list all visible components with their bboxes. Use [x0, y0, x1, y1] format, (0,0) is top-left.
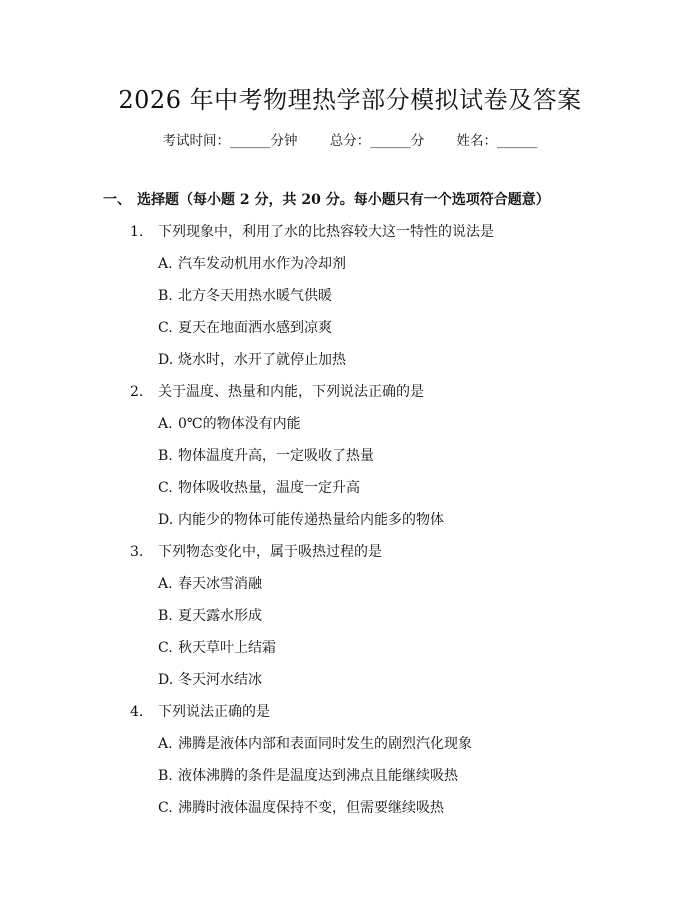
- answer-option: [158, 285, 332, 307]
- student-name-field: 姓名：______: [456, 133, 538, 149]
- option-letter: D.: [158, 512, 174, 528]
- option-letter: D.: [158, 352, 174, 368]
- question-stem: [130, 221, 494, 243]
- answer-option: [158, 669, 262, 691]
- section-heading: [103, 189, 550, 211]
- option-text: 秋天草叶上结霜: [178, 640, 276, 656]
- option-letter: A.: [158, 736, 173, 752]
- option-text: 物体温度升高，一定吸收了热量: [178, 448, 374, 464]
- option-letter: A.: [158, 576, 173, 592]
- question-number: 1.: [130, 224, 144, 240]
- answer-option: [158, 637, 276, 659]
- section-title: 选择题（每小题 2 分，共 20 分。每小题只有一个选项符合题意）: [137, 192, 550, 208]
- answer-option: [158, 509, 444, 531]
- section-number: 一、: [103, 192, 131, 208]
- question-stem: [130, 381, 424, 403]
- option-letter: C.: [158, 480, 173, 496]
- option-text: 夏天在地面洒水感到凉爽: [178, 320, 332, 336]
- option-text: 物体吸收热量，温度一定升高: [178, 480, 360, 496]
- answer-option: [158, 733, 472, 755]
- answer-option: [158, 349, 346, 371]
- answer-option: [158, 413, 301, 435]
- total-score-field: 总分：______分: [329, 133, 425, 149]
- option-text: 0℃的物体没有内能: [178, 416, 301, 432]
- answer-option: [158, 317, 332, 339]
- question-number: 2.: [130, 384, 144, 400]
- option-letter: A.: [158, 416, 173, 432]
- question-stem: [130, 701, 270, 723]
- answer-option: [158, 765, 458, 787]
- answer-option: [158, 605, 262, 627]
- option-text: 夏天露水形成: [178, 608, 262, 624]
- answer-option: [158, 445, 374, 467]
- option-letter: A.: [158, 256, 173, 272]
- answer-option: [158, 573, 262, 595]
- option-text: 汽车发动机用水作为冷却剂: [178, 256, 346, 272]
- option-text: 沸腾是液体内部和表面同时发生的剧烈汽化现象: [178, 736, 472, 752]
- exam-info-line: [0, 130, 700, 152]
- option-text: 北方冬天用热水暖气供暖: [178, 288, 332, 304]
- option-letter: C.: [158, 320, 173, 336]
- option-text: 春天冰雪消融: [178, 576, 262, 592]
- option-text: 沸腾时液体温度保持不变，但需要继续吸热: [178, 800, 444, 816]
- answer-option: [158, 477, 360, 499]
- option-letter: C.: [158, 640, 173, 656]
- option-letter: C.: [158, 800, 173, 816]
- option-text: 烧水时，水开了就停止加热: [178, 352, 346, 368]
- option-text: 内能少的物体可能传递热量给内能多的物体: [178, 512, 444, 528]
- option-letter: B.: [158, 768, 173, 784]
- option-text: 冬天河水结冰: [178, 672, 262, 688]
- question-text: 下列说法正确的是: [158, 704, 270, 720]
- answer-option: [158, 797, 444, 819]
- option-letter: D.: [158, 672, 174, 688]
- exam-time-field: 考试时间：______分钟: [162, 133, 298, 149]
- option-letter: B.: [158, 448, 173, 464]
- document-title: 2026 年中考物理热学部分模拟试卷及答案: [118, 86, 582, 114]
- question-stem: [130, 541, 382, 563]
- option-text: 液体沸腾的条件是温度达到沸点且能继续吸热: [178, 768, 458, 784]
- question-number: 4.: [130, 704, 144, 720]
- question-text: 下列现象中，利用了水的比热容较大这一特性的说法是: [158, 224, 494, 240]
- question-number: 3.: [130, 544, 144, 560]
- question-text: 关于温度、热量和内能，下列说法正确的是: [158, 384, 424, 400]
- answer-option: [158, 253, 346, 275]
- question-text: 下列物态变化中，属于吸热过程的是: [158, 544, 382, 560]
- option-letter: B.: [158, 288, 173, 304]
- option-letter: B.: [158, 608, 173, 624]
